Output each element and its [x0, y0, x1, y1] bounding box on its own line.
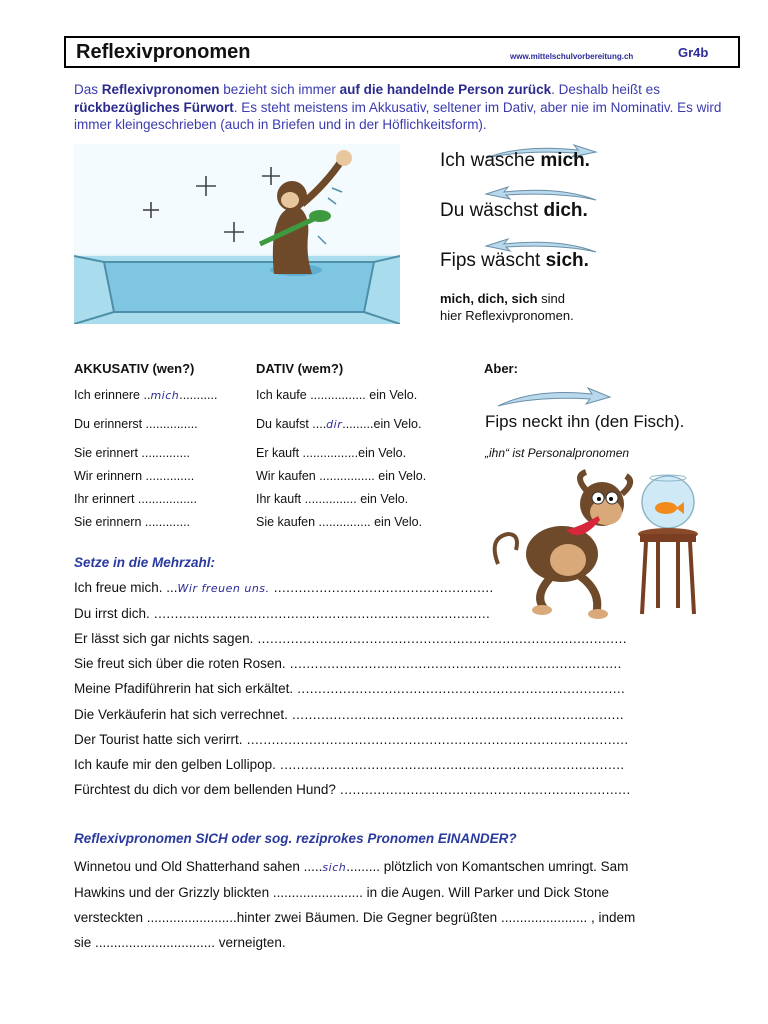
plural-exercise-line[interactable]: Du irrst dich. .................................................................................: [74, 606, 491, 621]
aber-example: Fips neckt ihn (den Fisch).: [485, 412, 685, 431]
note-text: mich, dich, sich sind hier Reflexivpronomen.: [440, 291, 574, 323]
akk-row[interactable]: Ich erinnere ..mich...........: [74, 388, 218, 402]
monkey-teasing-fish-illustration: [490, 468, 736, 620]
intro-paragraph: Das Reflexivpronomen bezieht sich immer auf die handelnde Person zurück. Deshalb heißt es rückbezügliches Fürwort. Es steht meistens im Akkusativ, seltener im Dativ, aber nie im Nominativ. Es wird immer kleingeschrieben (auch in Briefen und in der Höflichkeitsform).: [74, 82, 722, 132]
reciprocal-section-title: Reflexivpronomen SICH oder sog. reziprokes Pronomen EINANDER?: [74, 831, 517, 846]
plural-exercise-line[interactable]: Er lässt sich gar nichts sagen. .........................................................................................: [74, 631, 627, 646]
plural-exercise-line[interactable]: Ich kaufe mir den gelben Lollipop. ...................................................................................: [74, 757, 625, 772]
akk-row[interactable]: Wir erinnern ..............: [74, 469, 195, 483]
plural-exercise-line[interactable]: Sie freut sich über die roten Rosen. ................................................................................: [74, 656, 622, 671]
page-title: Reflexivpronomen: [76, 41, 251, 63]
plural-exercise-line[interactable]: Die Verkäuferin hat sich verrechnet. ................................................................................: [74, 707, 625, 722]
reciprocal-text-line[interactable]: Hawkins und der Grizzly blickten ........................ in die Augen. Will Parker und Dick Stone: [74, 885, 609, 900]
example-sentence: Du wäschst dich.: [440, 200, 588, 221]
monkey-bathing-illustration: [74, 144, 400, 324]
akk-row[interactable]: Sie erinnern .............: [74, 515, 191, 529]
akk-row[interactable]: Ihr erinnert .................: [74, 492, 197, 506]
reciprocal-text-line[interactable]: Winnetou und Old Shatterhand sahen .....sich......... plötzlich von Komantschen umringt. Sam: [74, 859, 629, 874]
reciprocal-text-line[interactable]: versteckten ........................hinter zwei Bäumen. Die Gegner begrüßten ....................... , indem: [74, 910, 636, 925]
website-link[interactable]: www.mittelschulvorbereitung.ch: [510, 52, 634, 61]
dativ-header: DATIV (wem?): [256, 361, 344, 376]
plural-section-title: Setze in die Mehrzahl:: [74, 555, 216, 570]
aber-note: „ihn“ ist Personalpronomen: [485, 446, 630, 460]
dat-row[interactable]: Sie kaufen ............... ein Velo.: [256, 515, 423, 529]
akk-row[interactable]: Du erinnerst ...............: [74, 417, 198, 431]
reciprocal-text-line[interactable]: sie ................................ verneigten.: [74, 935, 286, 950]
plural-exercise-line[interactable]: Fürchtest du dich vor dem bellenden Hund? ......................................................................: [74, 782, 631, 797]
dat-row[interactable]: Er kauft ................ein Velo.: [256, 446, 407, 460]
example-sentence: Fips wäscht sich.: [440, 250, 589, 271]
plural-exercise-line[interactable]: Ich freue mich. ...Wir freuen uns. .....................................................: [74, 580, 494, 595]
reference-arrow-icon: [494, 386, 614, 408]
plural-exercise-line[interactable]: Der Tourist hatte sich verirrt. ............................................................................................: [74, 732, 629, 747]
dat-row[interactable]: Ich kaufe ................ ein Velo.: [256, 388, 418, 402]
akk-row[interactable]: Sie erinnert ..............: [74, 446, 191, 460]
dat-row[interactable]: Du kaufst ....dir.........ein Velo.: [256, 417, 422, 431]
example-sentence: Ich wasche mich.: [440, 150, 590, 171]
dat-row[interactable]: Ihr kauft ............... ein Velo.: [256, 492, 409, 506]
plural-exercise-line[interactable]: Meine Pfadiführerin hat sich erkältet. ...............................................................................: [74, 681, 626, 696]
title-box: [64, 36, 740, 68]
aber-header: Aber:: [484, 361, 518, 376]
akkusativ-header: AKKUSATIV (wen?): [74, 361, 195, 376]
worksheet-code: Gr4b: [678, 45, 709, 60]
dat-row[interactable]: Wir kaufen ................ ein Velo.: [256, 469, 427, 483]
